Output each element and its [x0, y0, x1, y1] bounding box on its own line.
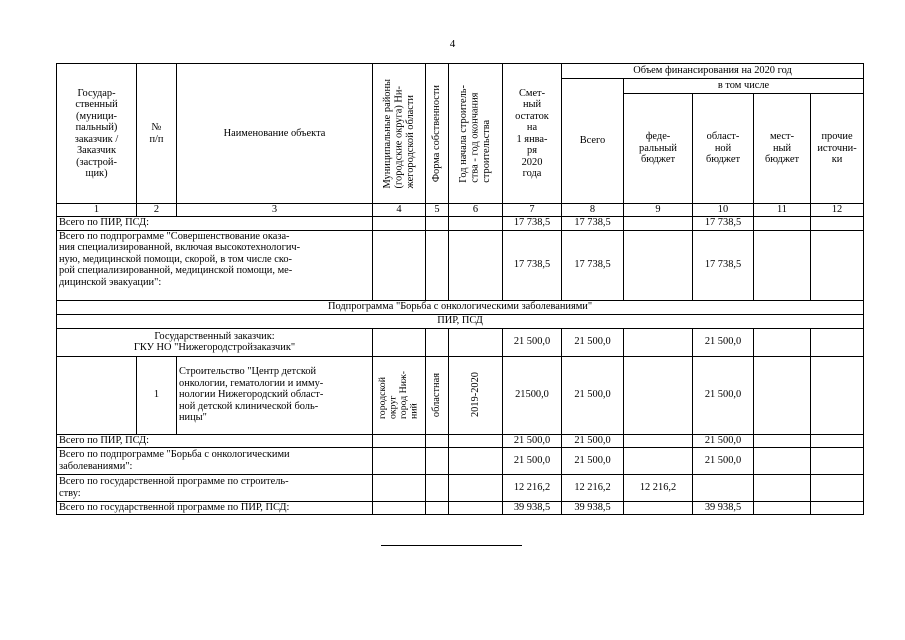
col-number: 4 — [373, 204, 426, 217]
header-regional: област- ной бюджет — [693, 94, 754, 204]
table-row — [57, 434, 864, 447]
header-federal: феде- ральный бюджет — [624, 94, 693, 204]
section-row — [57, 314, 864, 328]
table-row — [57, 328, 864, 356]
regional-value: 17 738,5 — [693, 216, 754, 230]
row-label: Всего по государственной программе по строитель- ству: — [57, 474, 373, 501]
row-label: Всего по ПИР, ПСД: — [57, 434, 373, 447]
header-customer: Государ- ственный (муници- пальный) заказчик / Заказчик (застрой- щик) — [57, 64, 137, 204]
col-number: 10 — [693, 204, 754, 217]
estimate-value: 21500,0 — [503, 356, 562, 434]
ownership-value: областная — [426, 356, 449, 434]
row-number: 1 — [137, 356, 177, 434]
federal-value: 12 216,2 — [624, 474, 693, 501]
table-row — [57, 216, 864, 230]
total-value: 17 738,5 — [562, 230, 624, 300]
table-row — [57, 230, 864, 300]
header-financing: Объем финансирования на 2020 год — [562, 64, 864, 79]
header-estimate: Смет- ный остаток на 1 янва- ря 2020 года — [503, 64, 562, 204]
total-value: 12 216,2 — [562, 474, 624, 501]
header-including: в том числе — [624, 79, 864, 94]
estimate-value: 17 738,5 — [503, 216, 562, 230]
regional-value: 17 738,5 — [693, 230, 754, 300]
regional-value: 39 938,5 — [693, 501, 754, 514]
customer-label: Государственный заказчик: ГКУ НО "Нижегородстройзаказчик" — [57, 328, 373, 356]
table-row — [57, 474, 864, 501]
header-object-name: Наименование объекта — [177, 64, 373, 204]
header-total: Всего — [562, 79, 624, 204]
object-name: Строительство "Центр детской онкологии, гематологии и имму- нологии Нижегородский област- ной детской клинической боль- ницы" — [177, 356, 373, 434]
col-number: 5 — [426, 204, 449, 217]
regional-value: 21 500,0 — [693, 328, 754, 356]
regional-value: 21 500,0 — [693, 434, 754, 447]
page-number: 4 — [449, 38, 456, 50]
estimate-value: 17 738,5 — [503, 230, 562, 300]
header-local: мест- ный бюджет — [754, 94, 811, 204]
row-label: Всего по государственной программе по ПИР, ПСД: — [57, 501, 373, 514]
subprogram-row — [57, 300, 864, 314]
row-label: Всего по подпрограмме "Совершенствование оказа- ния специализированной, включая высокотехнологич- ную, медицинской помощи, скорой, в том числе ско- рой специализированной, медицинской помощи, ме- дицинской эвакуации": — [57, 230, 373, 300]
total-value: 21 500,0 — [562, 356, 624, 434]
col-number: 8 — [562, 204, 624, 217]
table-row — [57, 447, 864, 474]
col-number: 2 — [137, 204, 177, 217]
col-number: 3 — [177, 204, 373, 217]
header-number: № п/п — [137, 64, 177, 204]
financing-table — [56, 63, 864, 515]
col-number: 7 — [503, 204, 562, 217]
total-value: 21 500,0 — [562, 328, 624, 356]
regional-value: 21 500,0 — [693, 356, 754, 434]
col-number: 9 — [624, 204, 693, 217]
estimate-value: 21 500,0 — [503, 434, 562, 447]
section-title: ПИР, ПСД — [57, 314, 864, 328]
row-label: Всего по ПИР, ПСД: — [57, 216, 373, 230]
total-value: 21 500,0 — [562, 447, 624, 474]
estimate-value: 21 500,0 — [503, 447, 562, 474]
years-value: 2019-2020 — [449, 356, 503, 434]
column-numbers-row — [57, 204, 864, 217]
estimate-value: 39 938,5 — [503, 501, 562, 514]
subprogram-title: Подпрограмма "Борьба с онкологическими заболеваниями" — [57, 300, 864, 314]
header-other: прочие источни- ки — [811, 94, 864, 204]
col-number: 1 — [57, 204, 137, 217]
total-value: 17 738,5 — [562, 216, 624, 230]
col-number: 6 — [449, 204, 503, 217]
regional-value: 21 500,0 — [693, 447, 754, 474]
row-label: Всего по подпрограмме "Борьба с онкологическими заболеваниями": — [57, 447, 373, 474]
total-value: 21 500,0 — [562, 434, 624, 447]
col-number: 11 — [754, 204, 811, 217]
estimate-value: 21 500,0 — [503, 328, 562, 356]
district-value: городской округ город Ниж- ний — [373, 356, 426, 434]
table-row — [57, 356, 864, 434]
total-value: 39 938,5 — [562, 501, 624, 514]
header-district: Муниципальные районы (городские округа) Ни- жегородской области — [373, 64, 426, 204]
estimate-value: 12 216,2 — [503, 474, 562, 501]
col-number: 12 — [811, 204, 864, 217]
table-row — [57, 501, 864, 514]
bottom-divider — [381, 545, 522, 546]
header-ownership: Форма собственности — [426, 64, 449, 204]
header-years: Год начала строитель- ства - год окончания строительства — [449, 64, 503, 204]
